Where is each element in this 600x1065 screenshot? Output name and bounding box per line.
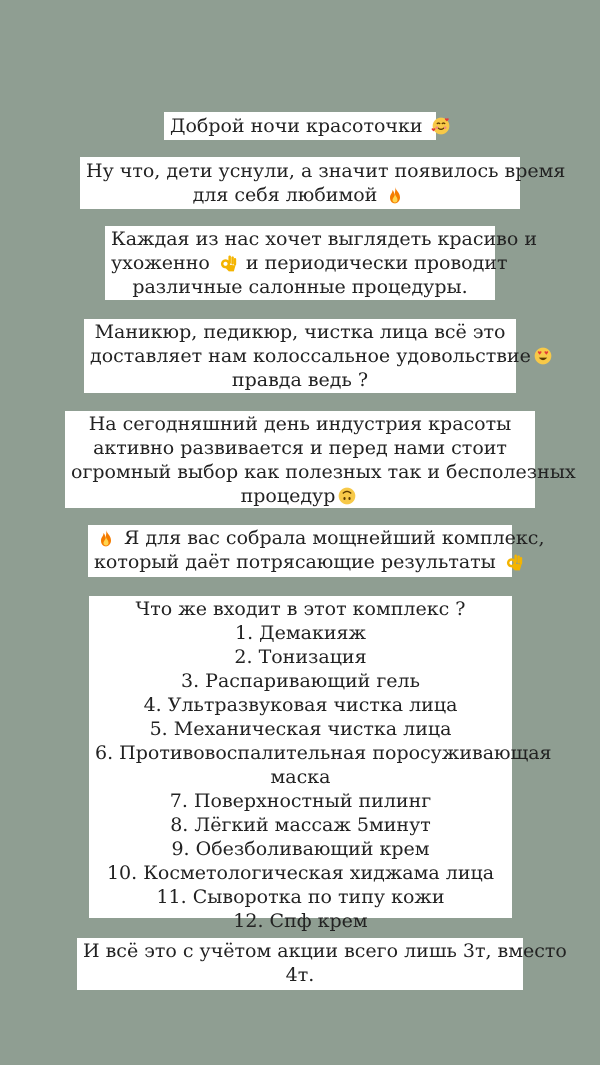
fire-icon bbox=[96, 528, 116, 548]
message-line bbox=[86, 183, 514, 207]
list-item: 3. Распаривающий гель bbox=[181, 670, 420, 692]
list-item: 1. Демакияж bbox=[235, 622, 366, 644]
message-line bbox=[94, 550, 506, 574]
message-text: для себя любимой bbox=[192, 184, 378, 206]
message-line: Маникюр, педикюр, чистка лица всё это bbox=[94, 321, 506, 343]
message-card-time-for-yourself bbox=[80, 157, 566, 209]
message-line bbox=[170, 114, 430, 138]
list-item: 8. Лёгкий массаж 5минут bbox=[170, 814, 431, 836]
ok-hand-icon bbox=[504, 552, 524, 572]
upside-down-face-icon bbox=[337, 486, 357, 506]
message-text: ухоженно bbox=[111, 252, 210, 274]
message-line: огромный выбор как полезных так и бесполезных bbox=[71, 461, 576, 483]
list-item: 2. Тонизация bbox=[234, 646, 367, 668]
list-item: 10. Косметологическая хиджама лица bbox=[106, 862, 495, 884]
message-line: правда ведь ? bbox=[231, 369, 369, 391]
message-line: 4т. bbox=[285, 964, 315, 986]
message-line: активно развивается и перед нами стоит bbox=[93, 437, 507, 459]
message-text: процедур bbox=[240, 485, 336, 507]
list-heading: Что же входит в этот комплекс ? bbox=[135, 598, 466, 620]
smiling-face-with-hearts-icon bbox=[431, 116, 451, 136]
message-line: На сегодняшний день индустрия красоты bbox=[88, 413, 512, 435]
ok-hand-icon bbox=[218, 253, 238, 273]
message-card-pleasure bbox=[84, 319, 531, 393]
message-card-beauty bbox=[105, 226, 537, 300]
list-item: 9. Обезболивающий крем bbox=[171, 838, 430, 860]
message-text: и периодически проводит bbox=[245, 252, 508, 274]
message-card-procedure-list bbox=[89, 596, 552, 932]
message-card-industry bbox=[65, 411, 576, 508]
list-item: 5. Механическая чистка лица bbox=[149, 718, 452, 740]
list-item: 12. Спф крем bbox=[233, 910, 368, 932]
message-line: различные салонные процедуры. bbox=[132, 276, 468, 298]
message-text: который даёт потрясающие результаты bbox=[94, 551, 496, 573]
list-item: 6. Противовоспалительная поросуживающая bbox=[95, 742, 552, 764]
message-card-greeting bbox=[164, 112, 436, 140]
message-text: Я для вас собрала мощнейший комплекс, bbox=[124, 527, 545, 549]
message-line: И всё это с учётом акции всего лишь 3т, вместо bbox=[83, 940, 567, 962]
message-line bbox=[90, 344, 531, 368]
list-item: 11. Сыворотка по типу кожи bbox=[156, 886, 445, 908]
message-card-complex bbox=[88, 525, 545, 577]
fire-icon bbox=[385, 185, 405, 205]
message-text: Доброй ночи красоточки bbox=[170, 115, 423, 137]
message-card-price bbox=[77, 938, 567, 990]
list-item: маска bbox=[270, 766, 331, 788]
message-line: Каждая из нас хочет выглядеть красиво и bbox=[111, 228, 537, 250]
message-line bbox=[111, 251, 508, 275]
heart-eyes-icon bbox=[533, 346, 553, 366]
message-line: Ну что, дети уснули, а значит появилось время bbox=[86, 160, 566, 182]
list-item: 7. Поверхностный пилинг bbox=[169, 790, 432, 812]
list-item: 4. Ультразвуковая чистка лица bbox=[143, 694, 458, 716]
message-text: доставляет нам колоссальное удовольствие bbox=[90, 345, 531, 367]
message-line bbox=[71, 484, 529, 508]
message-line bbox=[94, 526, 545, 550]
